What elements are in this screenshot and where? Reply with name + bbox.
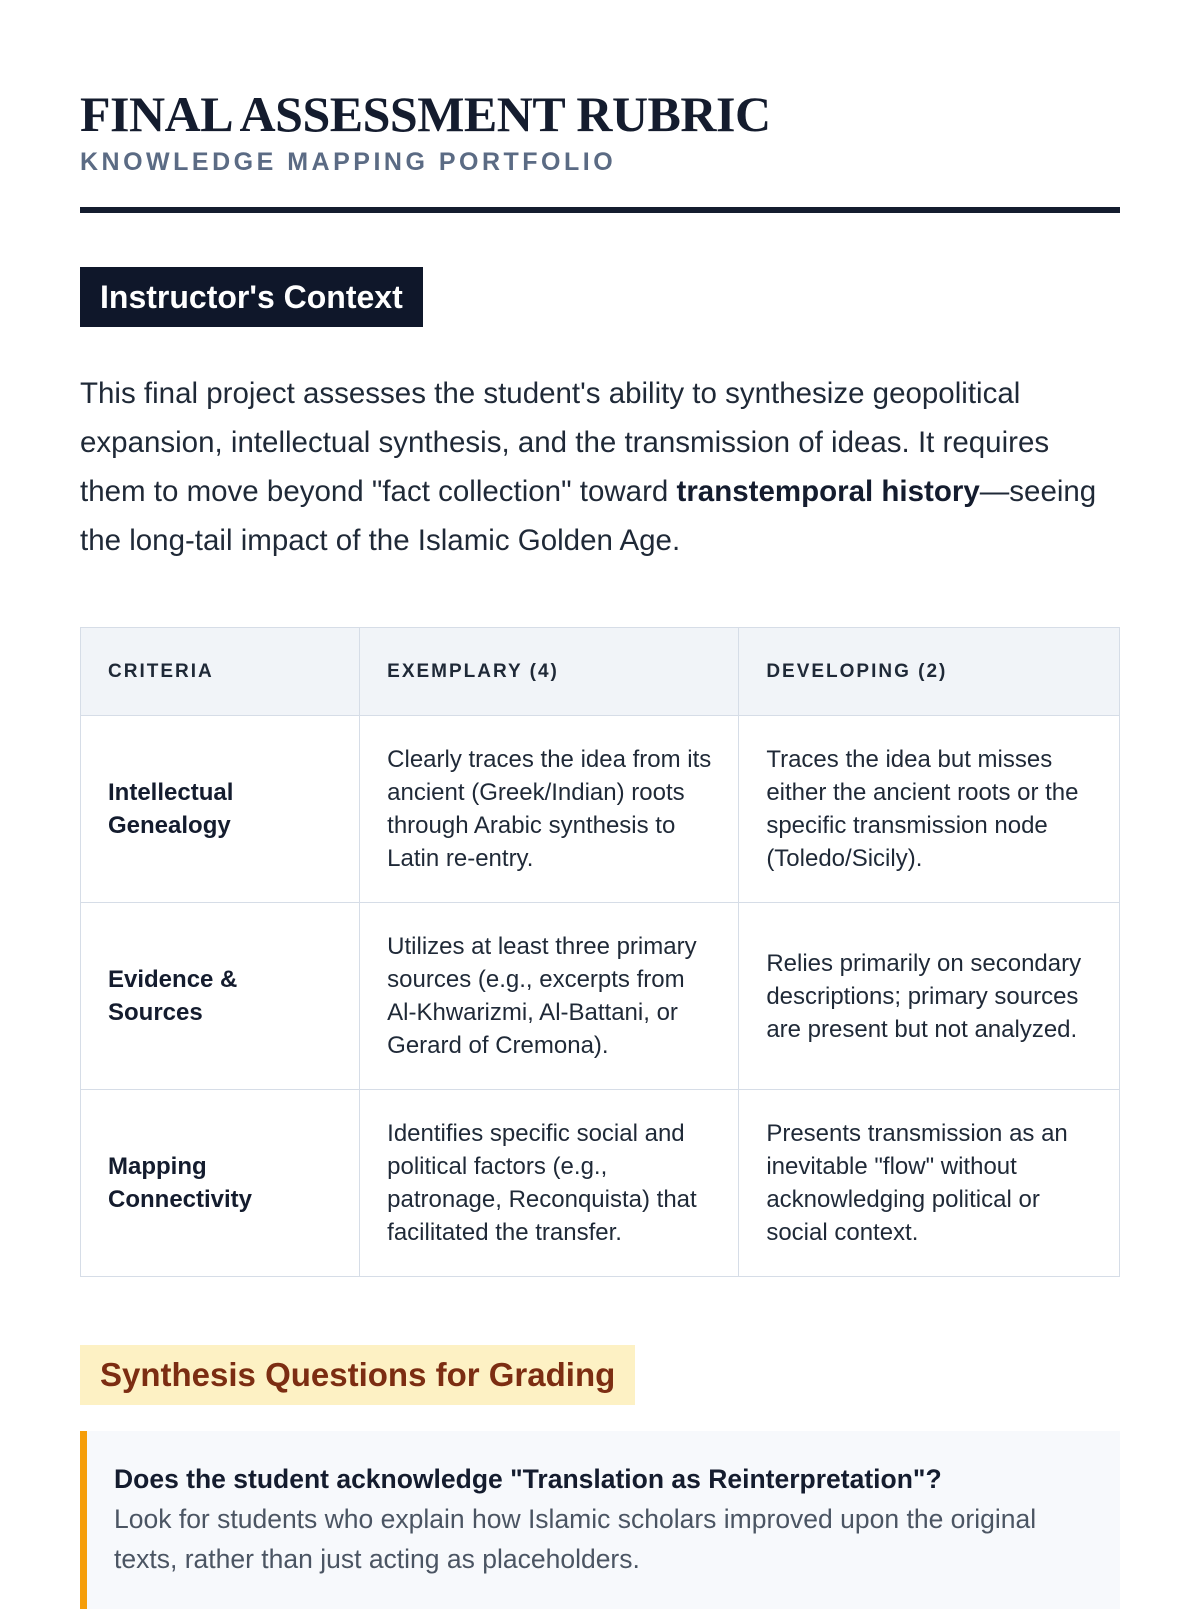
rubric-table <box>80 627 1120 1277</box>
header-developing: DEVELOPING (2) <box>739 628 1120 716</box>
instructors-context-heading: Instructor's Context <box>80 267 423 327</box>
table-row <box>81 903 1120 1090</box>
rubric-header-row <box>81 628 1120 716</box>
exemplary-cell: Utilizes at least three primary sources (e.g., excerpts from Al-Khwarizmi, Al-Battani, or Gerard of Cremona). <box>360 903 739 1090</box>
header-divider <box>80 207 1120 213</box>
header-exemplary: EXEMPLARY (4) <box>360 628 739 716</box>
developing-cell: Presents transmission as an inevitable "flow" without acknowledging political or social context. <box>739 1090 1120 1277</box>
context-paragraph <box>80 369 1120 565</box>
exemplary-cell: Clearly traces the idea from its ancient (Greek/Indian) roots through Arabic synthesis to Latin re-entry. <box>360 716 739 903</box>
question-guidance: Look for students who explain how Islamic scholars improved upon the original texts, rather than just acting as placeholders. <box>114 1504 1037 1574</box>
context-text-start: This final project assesses the student's ability to synthesize geopolitical expansion, intellectual synthesis, and the transmission of ideas. It requires them to move beyond "fact collection" toward <box>80 377 1050 508</box>
question-title: Does the student acknowledge "Translation as Reinterpretation"? <box>114 1464 942 1494</box>
table-row <box>81 716 1120 903</box>
synthesis-question-card <box>80 1431 1120 1609</box>
criteria-cell: Mapping Connectivity <box>81 1090 360 1277</box>
table-row <box>81 1090 1120 1277</box>
developing-cell: Traces the idea but misses either the ancient roots or the specific transmission node (Toledo/Sicily). <box>739 716 1120 903</box>
criteria-cell: Intellectual Genealogy <box>81 716 360 903</box>
document-header <box>80 0 1120 213</box>
context-text-end: —seeing the long-tail impact of the Islamic Golden Age. <box>80 475 1097 557</box>
document-subtitle: KNOWLEDGE MAPPING PORTFOLIO <box>80 148 617 176</box>
developing-cell: Relies primarily on secondary descriptions; primary sources are present but not analyzed. <box>739 903 1120 1090</box>
synthesis-questions-heading: Synthesis Questions for Grading <box>80 1345 635 1405</box>
document-title: FINAL ASSESSMENT RUBRIC <box>80 86 771 142</box>
exemplary-cell: Identifies specific social and political factors (e.g., patronage, Reconquista) that facilitated the transfer. <box>360 1090 739 1277</box>
context-emphasis: transtemporal history <box>676 475 980 508</box>
header-criteria: CRITERIA <box>81 628 360 716</box>
criteria-cell: Evidence & Sources <box>81 903 360 1090</box>
